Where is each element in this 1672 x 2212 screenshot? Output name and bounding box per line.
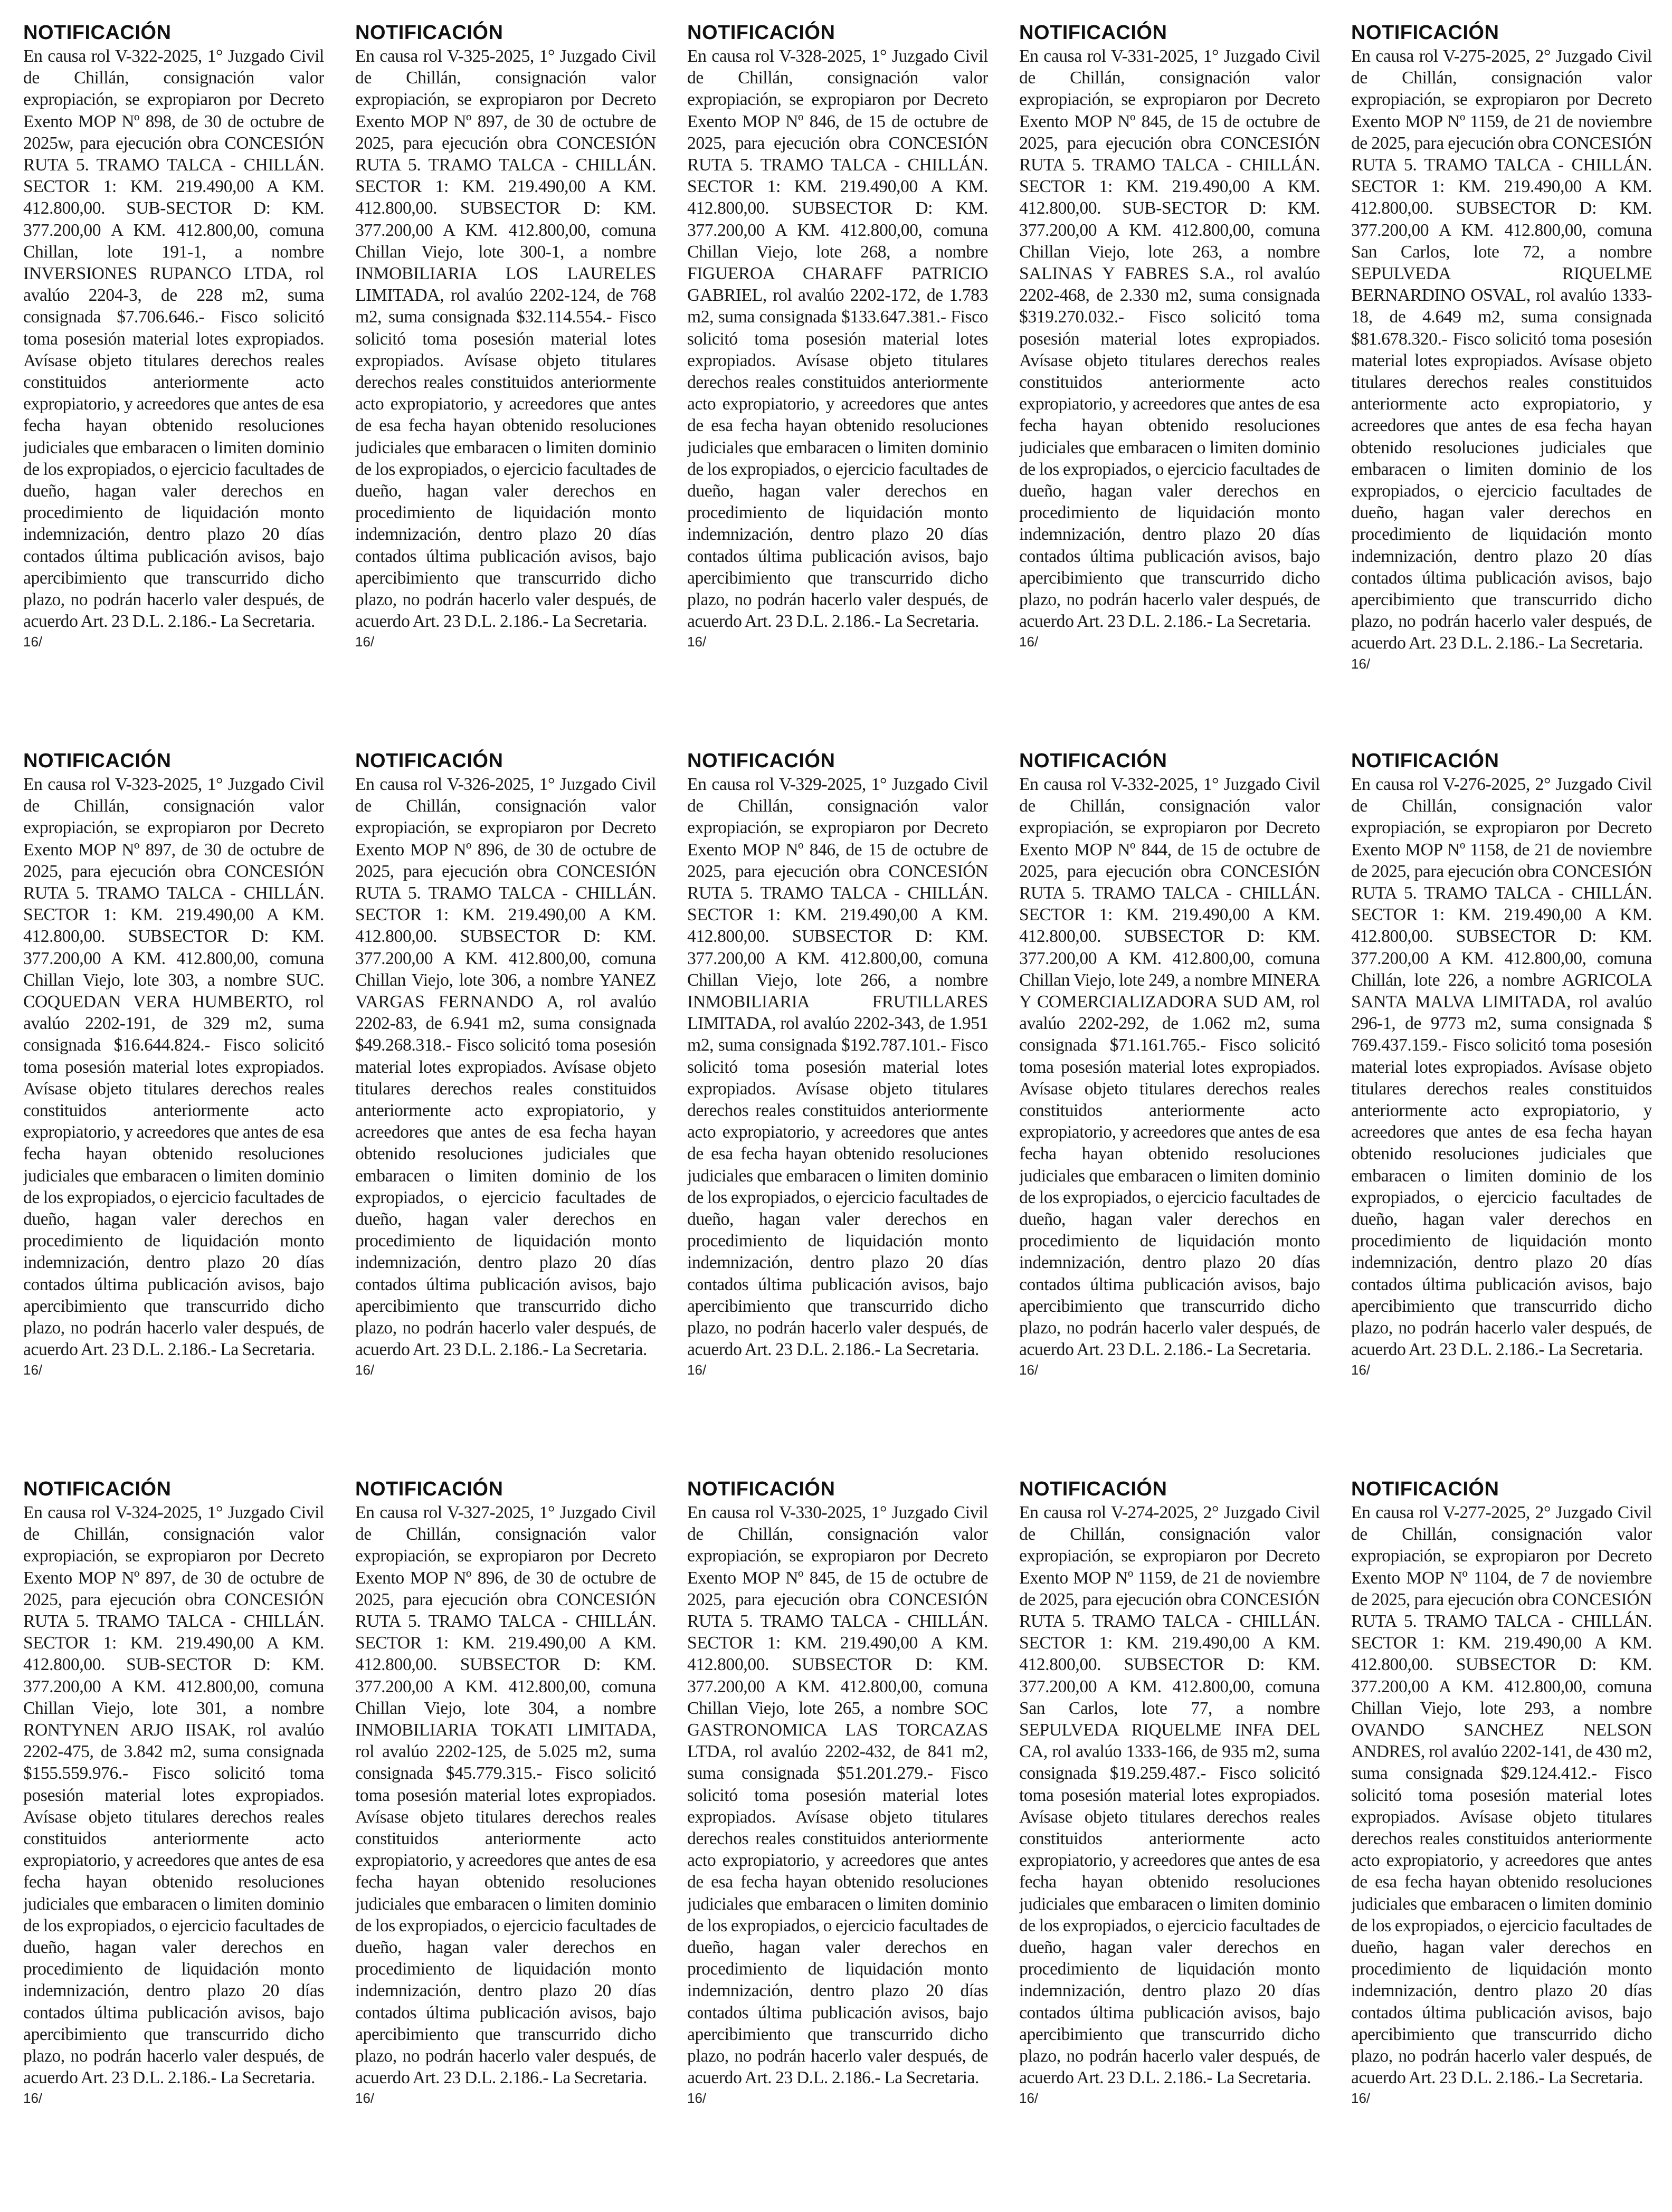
- notice-v322: [23, 21, 324, 749]
- notice-title: NOTIFICACIÓN: [1019, 750, 1167, 772]
- notice-body: En causa rol V-322-2025, 1° Juzgado Civil de Chillán, consignación valor expropiación, se expropiaron por Decreto Exento MOP Nº 898, de 30 de octubre de 2025w, para ejecución obra CONCESIÓN RUTA 5. TRAMO TALCA - CHILLÁN. SECTOR 1: KM. 219.490,00 A KM. 412.800,00. SUB-SECTOR D: KM. 377.200,00 A KM. 412.800,00, comuna Chillan, lote 191-1, a nombre INVERSIONES RUPANCO LTDA, rol avalúo 2204-3, de 228 m2, suma consignada $7.706.646.- Fisco solicitó toma posesión material lotes expropiados. Avísase objeto titulares derechos reales constituidos anteriormente acto expropiatorio, y acreedores que antes de esa fecha hayan obtenido resoluciones judiciales que embaracen o limiten dominio de los expropiados, o ejercicio facultades de dueño, hagan valer derechos en procedimiento de liquidación monto indemnización, dentro plazo 20 días contados última publicación avisos, bajo apercibimiento que transcurrido dicho plazo, no podrán hacerlo valer después, de acuerdo Art. 23 D.L. 2.186.- La Secretaria.: [23, 46, 324, 632]
- notice-v277: [1351, 1477, 1652, 2195]
- notice-title: NOTIFICACIÓN: [687, 22, 835, 44]
- notice-body: En causa rol V-277-2025, 2° Juzgado Civil de Chillán, consignación valor expropiación, se expropiaron por Decreto Exento MOP Nº 1104, de 7 de noviembre de 2025, para ejecución obra CONCESIÓN RUTA 5. TRAMO TALCA - CHILLÁN. SECTOR 1: KM. 219.490,00 A KM. 412.800,00. SUBSECTOR D: KM. 377.200,00 A KM. 412.800,00, comuna Chillan Viejo, lote 293, a nombre OVANDO SANCHEZ NELSON ANDRES, rol avalúo 2202-141, de 430 m2, suma consignada $29.124.412.- Fisco solicitó toma posesión material lotes expropiados. Avísase objeto titulares derechos reales constituidos anteriormente acto expropiatorio, y acreedores que antes de esa fecha hayan obtenido resoluciones judiciales que embaracen o limiten dominio de los expropiados, o ejercicio facultades de dueño, hagan valer derechos en procedimiento de liquidación monto indemnización, dentro plazo 20 días contados última publicación avisos, bajo apercibimiento que transcurrido dicho plazo, no podrán hacerlo valer después, de acuerdo Art. 23 D.L. 2.186.- La Secretaria.: [1351, 1503, 1652, 2088]
- notice-v329: [687, 749, 988, 1477]
- notice-title: NOTIFICACIÓN: [1351, 750, 1499, 772]
- notice-body: En causa rol V-274-2025, 2° Juzgado Civil de Chillán, consignación valor expropiación, se expropiaron por Decreto Exento MOP Nº 1159, de 21 de noviembre de 2025, para ejecución obra CONCESIÓN RUTA 5. TRAMO TALCA - CHILLÁN. SECTOR 1: KM. 219.490,00 A KM. 412.800,00. SUBSECTOR D: KM. 377.200,00 A KM. 412.800,00, comuna San Carlos, lote 77, a nombre SEPULVEDA RIQUELME INFA DEL CA, rol avalúo 1333-166, de 935 m2, suma consignada $19.259.487.- Fisco solicitó toma posesión material lotes expropiados. Avísase objeto titulares derechos reales constituidos anteriormente acto expropiatorio, y acreedores que antes de esa fecha hayan obtenido resoluciones judiciales que embaracen o limiten dominio de los expropiados, o ejercicio facultades de dueño, hagan valer derechos en procedimiento de liquidación monto indemnización, dentro plazo 20 días contados última publicación avisos, bajo apercibimiento que transcurrido dicho plazo, no podrán hacerlo valer después, de acuerdo Art. 23 D.L. 2.186.- La Secretaria.: [1019, 1503, 1320, 2088]
- notice-v330: [687, 1477, 988, 2195]
- notice-title: NOTIFICACIÓN: [355, 1478, 504, 1500]
- notice-title: NOTIFICACIÓN: [355, 22, 504, 44]
- notice-code: 16/: [355, 1362, 375, 1378]
- notice-title: NOTIFICACIÓN: [23, 22, 172, 44]
- notice-code: 16/: [1351, 1362, 1371, 1378]
- notice-v274: [1019, 1477, 1320, 2195]
- notice-body: En causa rol V-276-2025, 2° Juzgado Civil de Chillán, consignación valor expropiación, se expropiaron por Decreto Exento MOP Nº 1158, de 21 de noviembre de 2025, para ejecución obra CONCESIÓN RUTA 5. TRAMO TALCA - CHILLÁN. SECTOR 1: KM. 219.490,00 A KM. 412.800,00. SUBSECTOR D: KM. 377.200,00 A KM. 412.800,00, comuna Chillán, lote 226, a nombre AGRICOLA SANTA MALVA LIMITADA, rol avalúo 296-1, de 9773 m2, suma consignada $ 769.437.159.- Fisco solicitó toma posesión material lotes expropiados. Avísase objeto titulares derechos reales constituidos anteriormente acto expropiatorio, y acreedores que antes de esa fecha hayan obtenido resoluciones judiciales que embaracen o limiten dominio de los expropiados, o ejercicio facultades de dueño, hagan valer derechos en procedimiento de liquidación monto indemnización, dentro plazo 20 días contados última publicación avisos, bajo apercibimiento que transcurrido dicho plazo, no podrán hacerlo valer después, de acuerdo Art. 23 D.L. 2.186.- La Secretaria.: [1351, 775, 1652, 1360]
- notice-body: En causa rol V-327-2025, 1° Juzgado Civil de Chillán, consignación valor expropiación, se expropiaron por Decreto Exento MOP Nº 896, de 30 de octubre de 2025, para ejecución obra CONCESIÓN RUTA 5. TRAMO TALCA - CHILLÁN. SECTOR 1: KM. 219.490,00 A KM. 412.800,00. SUBSECTOR D: KM. 377.200,00 A KM. 412.800,00, comuna Chillan Viejo, lote 304, a nombre INMOBILIARIA TOKATI LIMITADA, rol avalúo 2202-125, de 5.025 m2, suma consignada $45.779.315.- Fisco solicitó toma posesión material lotes expropiados. Avísase objeto titulares derechos reales constituidos anteriormente acto expropiatorio, y acreedores que antes de esa fecha hayan obtenido resoluciones judiciales que embaracen o limiten dominio de los expropiados, o ejercicio facultades de dueño, hagan valer derechos en procedimiento de liquidación monto indemnización, dentro plazo 20 días contados última publicación avisos, bajo apercibimiento que transcurrido dicho plazo, no podrán hacerlo valer después, de acuerdo Art. 23 D.L. 2.186.- La Secretaria.: [355, 1503, 656, 2088]
- notice-code: 16/: [687, 1362, 707, 1378]
- notice-v325: [355, 21, 656, 749]
- notice-body: En causa rol V-332-2025, 1° Juzgado Civil de Chillán, consignación valor expropiación, se expropiaron por Decreto Exento MOP Nº 844, de 15 de octubre de 2025, para ejecución obra CONCESIÓN RUTA 5. TRAMO TALCA - CHILLÁN. SECTOR 1: KM. 219.490,00 A KM. 412.800,00. SUBSECTOR D: KM. 377.200,00 A KM. 412.800,00, comuna Chillan Viejo, lote 249, a nombre MINERA Y COMERCIALIZADORA SUD AM, rol avalúo 2202-292, de 1.062 m2, suma consignada $71.161.765.- Fisco solicitó toma posesión material lotes expropiados. Avísase objeto titulares derechos reales constituidos anteriormente acto expropiatorio, y acreedores que antes de esa fecha hayan obtenido resoluciones judiciales que embaracen o limiten dominio de los expropiados, o ejercicio facultades de dueño, hagan valer derechos en procedimiento de liquidación monto indemnización, dentro plazo 20 días contados última publicación avisos, bajo apercibimiento que transcurrido dicho plazo, no podrán hacerlo valer después, de acuerdo Art. 23 D.L. 2.186.- La Secretaria.: [1019, 775, 1320, 1360]
- notice-v324: [23, 1477, 324, 2195]
- notice-code: 16/: [23, 2090, 43, 2106]
- notice-body: En causa rol V-323-2025, 1° Juzgado Civil de Chillán, consignación valor expropiación, se expropiaron por Decreto Exento MOP Nº 897, de 30 de octubre de 2025, para ejecución obra CONCESIÓN RUTA 5. TRAMO TALCA - CHILLÁN. SECTOR 1: KM. 219.490,00 A KM. 412.800,00. SUBSECTOR D: KM. 377.200,00 A KM. 412.800,00, comuna Chillan Viejo, lote 303, a nombre SUC. COQUEDAN VERA HUMBERTO, rol avalúo 2202-191, de 329 m2, suma consignada $16.644.824.- Fisco solicitó toma posesión material lotes expropiados. Avísase objeto titulares derechos reales constituidos anteriormente acto expropiatorio, y acreedores que antes de esa fecha hayan obtenido resoluciones judiciales que embaracen o limiten dominio de los expropiados, o ejercicio facultades de dueño, hagan valer derechos en procedimiento de liquidación monto indemnización, dentro plazo 20 días contados última publicación avisos, bajo apercibimiento que transcurrido dicho plazo, no podrán hacerlo valer después, de acuerdo Art. 23 D.L. 2.186.- La Secretaria.: [23, 775, 324, 1360]
- notice-code: 16/: [1351, 2090, 1371, 2106]
- notice-v328: [687, 21, 988, 749]
- notice-title: NOTIFICACIÓN: [687, 1478, 835, 1500]
- notice-body: En causa rol V-275-2025, 2° Juzgado Civil de Chillán, consignación valor expropiación, se expropiaron por Decreto Exento MOP Nº 1159, de 21 de noviembre de 2025, para ejecución obra CONCESIÓN RUTA 5. TRAMO TALCA - CHILLÁN. SECTOR 1: KM. 219.490,00 A KM. 412.800,00. SUBSECTOR D: KM. 377.200,00 A KM. 412.800,00, comuna San Carlos, lote 72, a nombre SEPULVEDA RIQUELME BERNARDINO OSVAL, rol avalúo 1333-18, de 4.649 m2, suma consignada $81.678.320.- Fisco solicitó toma posesión material lotes expropiados. Avísase objeto titulares derechos reales constituidos anteriormente acto expropiatorio, y acreedores que antes de esa fecha hayan obtenido resoluciones judiciales que embaracen o limiten dominio de los expropiados, o ejercicio facultades de dueño, hagan valer derechos en procedimiento de liquidación monto indemnización, dentro plazo 20 días contados última publicación avisos, bajo apercibimiento que transcurrido dicho plazo, no podrán hacerlo valer después, de acuerdo Art. 23 D.L. 2.186.- La Secretaria.: [1351, 46, 1652, 653]
- notice-title: NOTIFICACIÓN: [1019, 22, 1167, 44]
- notice-code: 16/: [23, 1362, 43, 1378]
- notice-body: En causa rol V-326-2025, 1° Juzgado Civil de Chillán, consignación valor expropiación, se expropiaron por Decreto Exento MOP Nº 896, de 30 de octubre de 2025, para ejecución obra CONCESIÓN RUTA 5. TRAMO TALCA - CHILLÁN. SECTOR 1: KM. 219.490,00 A KM. 412.800,00. SUBSECTOR D: KM. 377.200,00 A KM. 412.800,00, comuna Chillan Viejo, lote 306, a nombre YANEZ VARGAS FERNANDO A, rol avalúo 2202-83, de 6.941 m2, suma consignada $49.268.318.- Fisco solicitó toma posesión material lotes expropiados. Avísase objeto titulares derechos reales constituidos anteriormente acto expropiatorio, y acreedores que antes de esa fecha hayan obtenido resoluciones judiciales que embaracen o limiten dominio de los expropiados, o ejercicio facultades de dueño, hagan valer derechos en procedimiento de liquidación monto indemnización, dentro plazo 20 días contados última publicación avisos, bajo apercibimiento que transcurrido dicho plazo, no podrán hacerlo valer después, de acuerdo Art. 23 D.L. 2.186.- La Secretaria.: [355, 775, 656, 1360]
- notice-title: NOTIFICACIÓN: [1019, 1478, 1167, 1500]
- notices-page: [23, 21, 1652, 2195]
- notice-code: 16/: [355, 2090, 375, 2106]
- notice-body: En causa rol V-328-2025, 1° Juzgado Civil de Chillán, consignación valor expropiación, se expropiaron por Decreto Exento MOP Nº 846, de 15 de octubre de 2025, para ejecución obra CONCESIÓN RUTA 5. TRAMO TALCA - CHILLÁN. SECTOR 1: KM. 219.490,00 A KM. 412.800,00. SUBSECTOR D: KM. 377.200,00 A KM. 412.800,00, comuna Chillan Viejo, lote 268, a nombre FIGUEROA CHARAFF PATRICIO GABRIEL, rol avalúo 2202-172, de 1.783 m2, suma consignada $133.647.381.- Fisco solicitó toma posesión material lotes expropiados. Avísase objeto titulares derechos reales constituidos anteriormente acto expropiatorio, y acreedores que antes de esa fecha hayan obtenido resoluciones judiciales que embaracen o limiten dominio de los expropiados, o ejercicio facultades de dueño, hagan valer derechos en procedimiento de liquidación monto indemnización, dentro plazo 20 días contados última publicación avisos, bajo apercibimiento que transcurrido dicho plazo, no podrán hacerlo valer después, de acuerdo Art. 23 D.L. 2.186.- La Secretaria.: [687, 46, 988, 632]
- notice-title: NOTIFICACIÓN: [23, 750, 172, 772]
- notice-v332: [1019, 749, 1320, 1477]
- notice-title: NOTIFICACIÓN: [1351, 1478, 1499, 1500]
- notice-body: En causa rol V-331-2025, 1° Juzgado Civil de Chillán, consignación valor expropiación, se expropiaron por Decreto Exento MOP Nº 845, de 15 de octubre de 2025, para ejecución obra CONCESIÓN RUTA 5. TRAMO TALCA - CHILLÁN. SECTOR 1: KM. 219.490,00 A KM. 412.800,00. SUB-SECTOR D: KM. 377.200,00 A KM. 412.800,00, comuna Chillan Viejo, lote 263, a nombre SALINAS Y FABRES S.A., rol avalúo 2202-468, de 2.330 m2, suma consignada $319.270.032.- Fisco solicitó toma posesión material lotes expropiados. Avísase objeto titulares derechos reales constituidos anteriormente acto expropiatorio, y acreedores que antes de esa fecha hayan obtenido resoluciones judiciales que embaracen o limiten dominio de los expropiados, o ejercicio facultades de dueño, hagan valer derechos en procedimiento de liquidación monto indemnización, dentro plazo 20 días contados última publicación avisos, bajo apercibimiento que transcurrido dicho plazo, no podrán hacerlo valer después, de acuerdo Art. 23 D.L. 2.186.- La Secretaria.: [1019, 46, 1320, 632]
- notice-title: NOTIFICACIÓN: [355, 750, 504, 772]
- notice-body: En causa rol V-325-2025, 1° Juzgado Civil de Chillán, consignación valor expropiación, se expropiaron por Decreto Exento MOP Nº 897, de 30 de octubre de 2025, para ejecución obra CONCESIÓN RUTA 5. TRAMO TALCA - CHILLÁN. SECTOR 1: KM. 219.490,00 A KM. 412.800,00. SUBSECTOR D: KM. 377.200,00 A KM. 412.800,00, comuna Chillan Viejo, lote 300-1, a nombre INMOBILIARIA LOS LAURELES LIMITADA, rol avalúo 2202-124, de 768 m2, suma consignada $32.114.554.- Fisco solicitó toma posesión material lotes expropiados. Avísase objeto titulares derechos reales constituidos anteriormente acto expropiatorio, y acreedores que antes de esa fecha hayan obtenido resoluciones judiciales que embaracen o limiten dominio de los expropiados, o ejercicio facultades de dueño, hagan valer derechos en procedimiento de liquidación monto indemnización, dentro plazo 20 días contados última publicación avisos, bajo apercibimiento que transcurrido dicho plazo, no podrán hacerlo valer después, de acuerdo Art. 23 D.L. 2.186.- La Secretaria.: [355, 46, 656, 632]
- notice-title: NOTIFICACIÓN: [1351, 22, 1499, 44]
- notice-v326: [355, 749, 656, 1477]
- notice-code: 16/: [355, 634, 375, 650]
- notice-v275: [1351, 21, 1652, 749]
- notice-title: NOTIFICACIÓN: [23, 1478, 172, 1500]
- notice-v323: [23, 749, 324, 1477]
- notice-code: 16/: [1019, 2090, 1039, 2106]
- notice-v331: [1019, 21, 1320, 749]
- notice-code: 16/: [687, 634, 707, 650]
- notice-code: 16/: [23, 634, 43, 650]
- notice-v276: [1351, 749, 1652, 1477]
- notice-code: 16/: [1351, 655, 1371, 672]
- notice-code: 16/: [1019, 1362, 1039, 1378]
- notice-code: 16/: [687, 2090, 707, 2106]
- notice-code: 16/: [1019, 634, 1039, 650]
- notice-body: En causa rol V-330-2025, 1° Juzgado Civil de Chillán, consignación valor expropiación, se expropiaron por Decreto Exento MOP Nº 845, de 15 de octubre de 2025, para ejecución obra CONCESIÓN RUTA 5. TRAMO TALCA - CHILLÁN. SECTOR 1: KM. 219.490,00 A KM. 412.800,00. SUBSECTOR D: KM. 377.200,00 A KM. 412.800,00, comuna Chillan Viejo, lote 265, a nombre SOC GASTRONOMICA LAS TORCAZAS LTDA, rol avalúo 2202-432, de 841 m2, suma consignada $51.201.279.- Fisco solicitó toma posesión material lotes expropiados. Avísase objeto titulares derechos reales constituidos anteriormente acto expropiatorio, y acreedores que antes de esa fecha hayan obtenido resoluciones judiciales que embaracen o limiten dominio de los expropiados, o ejercicio facultades de dueño, hagan valer derechos en procedimiento de liquidación monto indemnización, dentro plazo 20 días contados última publicación avisos, bajo apercibimiento que transcurrido dicho plazo, no podrán hacerlo valer después, de acuerdo Art. 23 D.L. 2.186.- La Secretaria.: [687, 1503, 988, 2088]
- notice-title: NOTIFICACIÓN: [687, 750, 835, 772]
- notice-body: En causa rol V-324-2025, 1° Juzgado Civil de Chillán, consignación valor expropiación, se expropiaron por Decreto Exento MOP Nº 897, de 30 de octubre de 2025, para ejecución obra CONCESIÓN RUTA 5. TRAMO TALCA - CHILLÁN. SECTOR 1: KM. 219.490,00 A KM. 412.800,00. SUB-SECTOR D: KM. 377.200,00 A KM. 412.800,00, comuna Chillan Viejo, lote 301, a nombre RONTYNEN ARJO IISAK, rol avalúo 2202-475, de 3.842 m2, suma consignada $155.559.976.- Fisco solicitó toma posesión material lotes expropiados. Avísase objeto titulares derechos reales constituidos anteriormente acto expropiatorio, y acreedores que antes de esa fecha hayan obtenido resoluciones judiciales que embaracen o limiten dominio de los expropiados, o ejercicio facultades de dueño, hagan valer derechos en procedimiento de liquidación monto indemnización, dentro plazo 20 días contados última publicación avisos, bajo apercibimiento que transcurrido dicho plazo, no podrán hacerlo valer después, de acuerdo Art. 23 D.L. 2.186.- La Secretaria.: [23, 1503, 324, 2088]
- notice-v327: [355, 1477, 656, 2195]
- notice-body: En causa rol V-329-2025, 1° Juzgado Civil de Chillán, consignación valor expropiación, se expropiaron por Decreto Exento MOP Nº 846, de 15 de octubre de 2025, para ejecución obra CONCESIÓN RUTA 5. TRAMO TALCA - CHILLÁN. SECTOR 1: KM. 219.490,00 A KM. 412.800,00. SUBSECTOR D: KM. 377.200,00 A KM. 412.800,00, comuna Chillan Viejo, lote 266, a nombre INMOBILIARIA FRUTILLARES LIMITADA, rol avalúo 2202-343, de 1.951 m2, suma consignada $192.787.101.- Fisco solicitó toma posesión material lotes expropiados. Avísase objeto titulares derechos reales constituidos anteriormente acto expropiatorio, y acreedores que antes de esa fecha hayan obtenido resoluciones judiciales que embaracen o limiten dominio de los expropiados, o ejercicio facultades de dueño, hagan valer derechos en procedimiento de liquidación monto indemnización, dentro plazo 20 días contados última publicación avisos, bajo apercibimiento que transcurrido dicho plazo, no podrán hacerlo valer después, de acuerdo Art. 23 D.L. 2.186.- La Secretaria.: [687, 775, 988, 1360]
